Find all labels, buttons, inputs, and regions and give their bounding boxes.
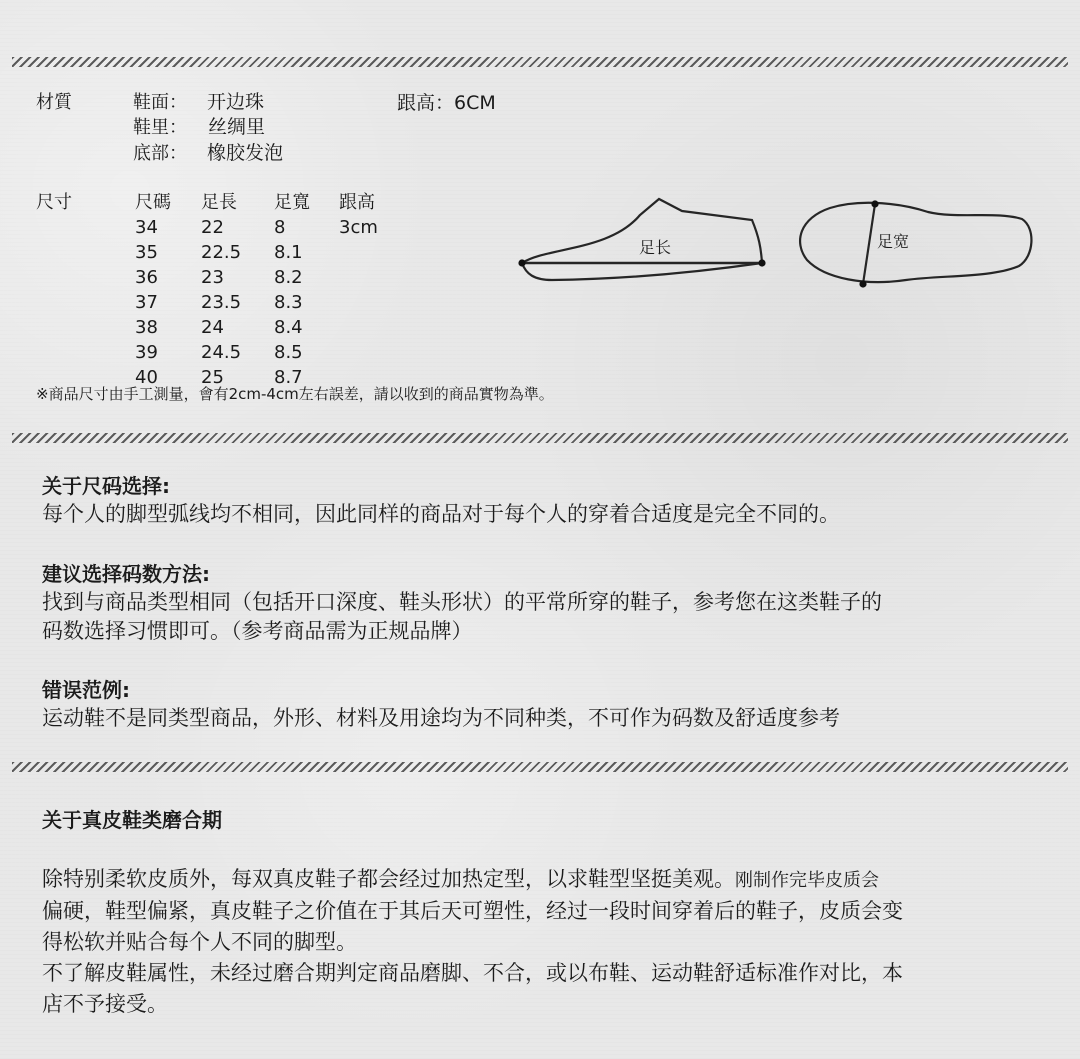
break-in-line-2: 偏硬，鞋型偏紧，真皮鞋子之价值在于其后天可塑性，经过一段时间穿着后的鞋子，皮质会变 bbox=[42, 899, 903, 923]
size-choice-section bbox=[42, 472, 1042, 529]
break-in-spacer bbox=[42, 834, 1042, 864]
size-choice-title: 关于尺码选择: bbox=[42, 474, 170, 498]
size-row-36: 36 bbox=[135, 267, 158, 288]
foot-width-row-34: 8 bbox=[274, 217, 286, 238]
size-column bbox=[135, 190, 171, 390]
foot-length-row-40: 25 bbox=[201, 367, 224, 388]
middle-divider bbox=[12, 433, 1068, 443]
break-in-line-3: 得松软并贴合每个人不同的脚型。 bbox=[42, 930, 357, 954]
foot-width-diagram bbox=[790, 196, 1040, 292]
break-in-line-1-small: 刚制作完毕皮质会 bbox=[735, 870, 879, 891]
break-in-section bbox=[42, 806, 1042, 1020]
foot-outline bbox=[800, 203, 1031, 282]
materials-label: 材質 bbox=[36, 92, 72, 113]
wrong-example-section bbox=[42, 676, 1042, 733]
shoe-start-point bbox=[518, 259, 525, 266]
suggest-method-line-1: 找到与商品类型相同（包括开口深度、鞋头形状）的平常所穿的鞋子，参考您在这类鞋子的 bbox=[42, 590, 882, 614]
foot-width-row-38: 8.4 bbox=[274, 317, 303, 338]
top-divider bbox=[12, 57, 1068, 67]
foot-width-row-35: 8.1 bbox=[274, 242, 303, 263]
shoe-end-point bbox=[758, 259, 765, 266]
wrong-example-title: 错误范例: bbox=[42, 678, 130, 702]
foot-top-point bbox=[871, 200, 878, 207]
size-label: 尺寸 bbox=[36, 192, 72, 213]
size-row-38: 38 bbox=[135, 317, 158, 338]
break-in-title: 关于真皮鞋类磨合期 bbox=[42, 808, 222, 832]
suggest-method-title: 建议选择码数方法: bbox=[42, 562, 210, 586]
size-choice-line-1: 每个人的脚型弧线均不相同，因此同样的商品对于每个人的穿着合适度是完全不同的。 bbox=[42, 502, 840, 526]
foot-length-header: 足長 bbox=[201, 192, 237, 213]
shoe-length-label: 足长 bbox=[639, 238, 672, 257]
foot-bottom-point bbox=[859, 280, 866, 287]
foot-width-row-36: 8.2 bbox=[274, 267, 303, 288]
foot-length-row-35: 22.5 bbox=[201, 242, 242, 263]
wrong-example-line-1: 运动鞋不是同类型商品，外形、材料及用途均为不同种类，不可作为码数及舒适度参考 bbox=[42, 706, 840, 730]
heel-height-row-38 bbox=[339, 315, 378, 340]
foot-width-column bbox=[274, 190, 310, 390]
heel-height-column bbox=[339, 190, 378, 390]
heel-height-header: 跟高 bbox=[339, 192, 375, 213]
size-row-35: 35 bbox=[135, 242, 158, 263]
material-lining-value: 丝绸里 bbox=[208, 116, 266, 138]
heel-height-row-36 bbox=[339, 265, 378, 290]
size-note: ※商品尺寸由手工測量，會有2cm-4cm左右誤差，請以收到的商品實物為準。 bbox=[36, 385, 554, 403]
foot-length-column bbox=[201, 190, 241, 390]
foot-length-row-38: 24 bbox=[201, 317, 224, 338]
material-sole-key: 底部： bbox=[133, 143, 187, 164]
foot-length-row-37: 23.5 bbox=[201, 292, 242, 313]
foot-length-row-34: 22 bbox=[201, 217, 224, 238]
heel-height-text: 跟高：6CM bbox=[397, 92, 496, 114]
material-upper-key: 鞋面： bbox=[133, 92, 187, 113]
material-upper-value: 开边珠 bbox=[207, 91, 265, 113]
foot-width-line bbox=[863, 204, 875, 284]
suggest-method-line-2: 码数选择习惯即可。（参考商品需为正规品牌） bbox=[42, 619, 473, 643]
shoe-length-diagram bbox=[512, 190, 792, 298]
size-row-37: 37 bbox=[135, 292, 158, 313]
size-row-40: 40 bbox=[135, 367, 158, 388]
foot-length-row-39: 24.5 bbox=[201, 342, 242, 363]
material-sole-value: 橡胶发泡 bbox=[207, 142, 284, 164]
foot-length-row-36: 23 bbox=[201, 267, 224, 288]
heel-height-row-35 bbox=[339, 240, 378, 265]
material-lining-key: 鞋里： bbox=[133, 117, 187, 138]
break-in-line-5: 店不予接受。 bbox=[42, 992, 168, 1016]
foot-width-row-37: 8.3 bbox=[274, 292, 303, 313]
bottom-divider bbox=[12, 762, 1068, 772]
break-in-line-1-main: 除特别柔软皮质外，每双真皮鞋子都会经过加热定型，以求鞋型坚挺美观。 bbox=[42, 867, 735, 891]
heel-height-row-34: 3cm bbox=[339, 217, 378, 238]
foot-width-row-39: 8.5 bbox=[274, 342, 303, 363]
suggest-method-section bbox=[42, 560, 1042, 646]
size-row-39: 39 bbox=[135, 342, 158, 363]
heel-height-row-37 bbox=[339, 290, 378, 315]
foot-width-row-40: 8.7 bbox=[274, 367, 303, 388]
heel-height-row-39 bbox=[339, 340, 378, 365]
size-row-34: 34 bbox=[135, 217, 158, 238]
foot-width-header: 足寬 bbox=[274, 192, 310, 213]
foot-width-label: 足宽 bbox=[877, 232, 910, 251]
break-in-line-1 bbox=[42, 864, 1042, 896]
break-in-line-4: 不了解皮鞋属性，未经过磨合期判定商品磨脚、不合，或以布鞋、运动鞋舒适标准作对比，本 bbox=[42, 961, 903, 985]
size-header: 尺碼 bbox=[135, 192, 171, 213]
